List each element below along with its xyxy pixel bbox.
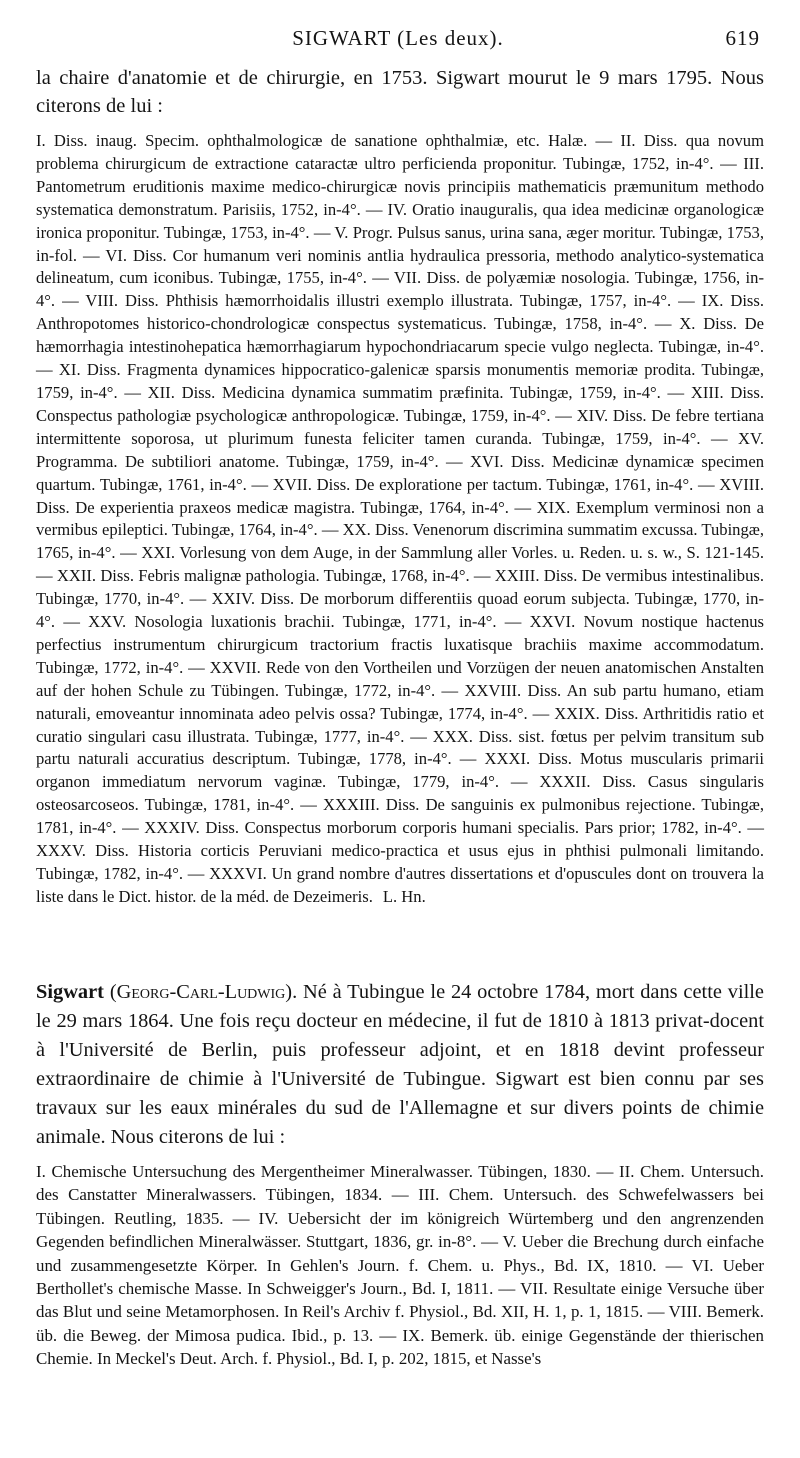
intro-paragraph: la chaire d'anatomie et de chirurgie, en 1753. Sigwart mourut le 9 mars 1795. Nous citerons de lui : <box>36 67 764 117</box>
page-number: 619 <box>725 26 760 50</box>
article-text: Né à Tubingue le 24 octobre 1784, mort dans cette ville le 29 mars 1864. Une fois reçu docteur en médecine, il fut de 1810 à 1813 privat-docent à l'Université de Berlin, puis professeur adjoint, et en 1818 devint professeur extraordinaire de chimie à l'Université de Tubingue. Sigwart est bien connu par ses travaux sur les eaux minérales du sud de l'Allemagne et sur divers points de chimie animale. Nous citerons de lui : <box>36 981 764 1148</box>
author-signature: L. Hn. <box>382 886 426 906</box>
bibliography-list-first <box>36 130 764 909</box>
article-full-name: (Georg-Carl-Ludwig). <box>109 981 298 1003</box>
running-head-title: SIGWART (Les deux). <box>292 26 504 50</box>
bibliography-entries: I. Diss. inaug. Specim. ophthalmologicæ de sanatione ophthalmiæ, etc. Halæ. — II. Diss. qua novum problema chirurgicum de extractione cataractæ ultro perficienda proponitur. Tubingæ, 1752, in-4°. — III. Pantometrum eruditionis maxime medico-chirurgicæ novis principiis mathematicis præmunitum methodo systematica demonstratum. Parisiis, 1752, in-4°. — IV. Oratio inauguralis, qua idea medicinæ organologicæ ironica proponitur. Tubingæ, 1753, in-4°. — V. Progr. Pulsus sanus, urina sana, æger moritur. Tubingæ, 1753, in-fol. — VI. Diss. Cor humanum veri nominis antlia hydraulica pressoria, methodo analytico-systematica delineatum, cum iconibus. Tubingæ, 1755, in-4°. — VII. Diss. de polyæmiæ nosologia. Tubingæ, 1756, in-4°. — VIII. Diss. Phthisis hæmorrhoidalis illustri exemplo illustrata. Tubingæ, 1757, in-4°. — IX. Diss. Anthropotomes historico-chondrologicæ conspectus systematicus. Tubingæ, 1758, in-4°. — X. Diss. De hæmorrhagia intestinohepatica hæmorrhagiarum hypochondriacarum specie vulgo neglecta. Tubingæ, in-4°. — XI. Diss. Fragmenta dynamices hippocratico-galenicæ sparsis monumentis memoriæ prodita. Tubingæ, 1759, in-4°. — XII. Diss. Medicina dynamica summatim præfinita. Tubingæ, 1759, in-4°. — XIII. Diss. Conspectus pathologiæ psychologicæ anthropologicæ. Tubingæ, 1759, in-4°. — XIV. Diss. De febre tertiana intermittente soporosa, ut plurimum funesta feliciter tamen curanda. Tubingæ, 1759, in-4°. — XV. Programma. De subtiliori anatome. Tubingæ, 1759, in-4°. — XVI. Diss. Medicinæ dynamicæ specimen quartum. Tubingæ, 1761, in-4°. — XVII. Diss. De exploratione per tactum. Tubingæ, 1761, in-4°. — XVIII. Diss. De experientia praxeos medicæ magistra. Tubingæ, 1764, in-4°. — XIX. Exemplum verminosi non a vermibus epileptici. Tubingæ, 1764, in-4°. — XX. Diss. Venenorum discrimina summatim excussa. Tubingæ, 1765, in-4°. — XXI. Vorlesung von dem Auge, in der Sammlung aller Vorles. u. Reden. u. s. w., S. 121-145. — XXII. Diss. Febris malignæ pathologia. Tubingæ, 1768, in-4°. — XXIII. Diss. De vermibus intestinalibus. Tubingæ, 1770, in-4°. — XXIV. Diss. De morborum differentiis quoad eorum subjecta. Tubingæ, 1770, in-4°. — XXV. Nosologia luxationis brachii. Tubingæ, 1771, in-4°. — XXVI. Novum nostique hactenus perfectius instrumentum chirurgicum tractorium fractis luxatisque brachiis maxime accommodatum. Tubingæ, 1772, in-4°. — XXVII. Rede von den Vortheilen und Vorzügen der neuen anatomischen Anstalten auf der hohen Schule zu Tübingen. Tubingæ, 1772, in-4°. — XXVIII. Diss. An sub partu humano, etiam naturali, emoveantur innominata adeo pelvis ossa? Tubingæ, 1774, in-4°. — XXIX. Diss. Arthritidis ratio et curatio singulari casu illustrata. Tubingæ, 1777, in-4°. — XXX. Diss. sist. fœtus per pelvim transitum sub partu naturali accuratius descriptum. Tubingæ, 1778, in-4°. — XXXI. Diss. Motus muscularis primarii organon immediatum nervorum vaginæ. Tubingæ, 1779, in-4°. — XXXII. Diss. Casus singularis osteosarcoseos. Tubingæ, 1781, in-4°. — XXXIII. Diss. De sanguinis ex pulmonibus rejectione. Tubingæ, 1781, in-4°. — XXXIV. Diss. Conspectus morborum corporis humani specialis. Pars prior; 1782, in-4°. — XXXV. Diss. Historia corticis Peruviani medico-practica et usus ejus in phthisi pulmonali limitando. Tubingæ, 1782, in-4°. — XXXVI. Un grand nombre d'autres dissertations et d'opuscules dont on trouvera la liste dans le Dict. histor. de la méd. de Dezeimeris. <box>36 131 764 906</box>
article-entry <box>36 978 764 1152</box>
article-headword: Sigwart <box>36 981 104 1003</box>
running-head <box>36 26 760 54</box>
bibliography-paragraph <box>36 130 764 909</box>
bibliography-paragraph-second: I. Chemische Untersuchung des Mergentheimer Mineralwasser. Tübingen, 1830. — II. Chem. Untersuch. des Canstatter Mineralwassers. Tübingen, 1834. — III. Chem. Untersuch. des Schwefelwassers bei Tübingen. Reutling, 1835. — IV. Uebersicht der im königreich Würtemberg und den angrenzenden Gegenden befindlichen Mineralwässer. Stuttgart, 1836, gr. in-8°. — V. Ueber die Brechung durch einfache und zusammengesetzte Körper. In Gehlen's Journ. f. Chem. u. Phys., Bd. IX, 1810. — VI. Ueber Berthollet's chemische Masse. In Schweigger's Journ., Bd. I, 1811. — VII. Resultate einige Versuche über das Blut und seine Metamorphosen. In Reil's Archiv f. Physiol., Bd. XII, H. 1, p. 1, 1815. — VIII. Bemerk. üb. die Beweg. der Mimosa pudica. Ibid., p. 13. — IX. Bemerk. üb. einige Gegenstände der thierischen Chemie. In Meckel's Deut. Arch. f. Physiol., Bd. I, p. 202, 1815, et Nasse's <box>36 1162 764 1369</box>
bibliography-list-second <box>36 1160 764 1371</box>
